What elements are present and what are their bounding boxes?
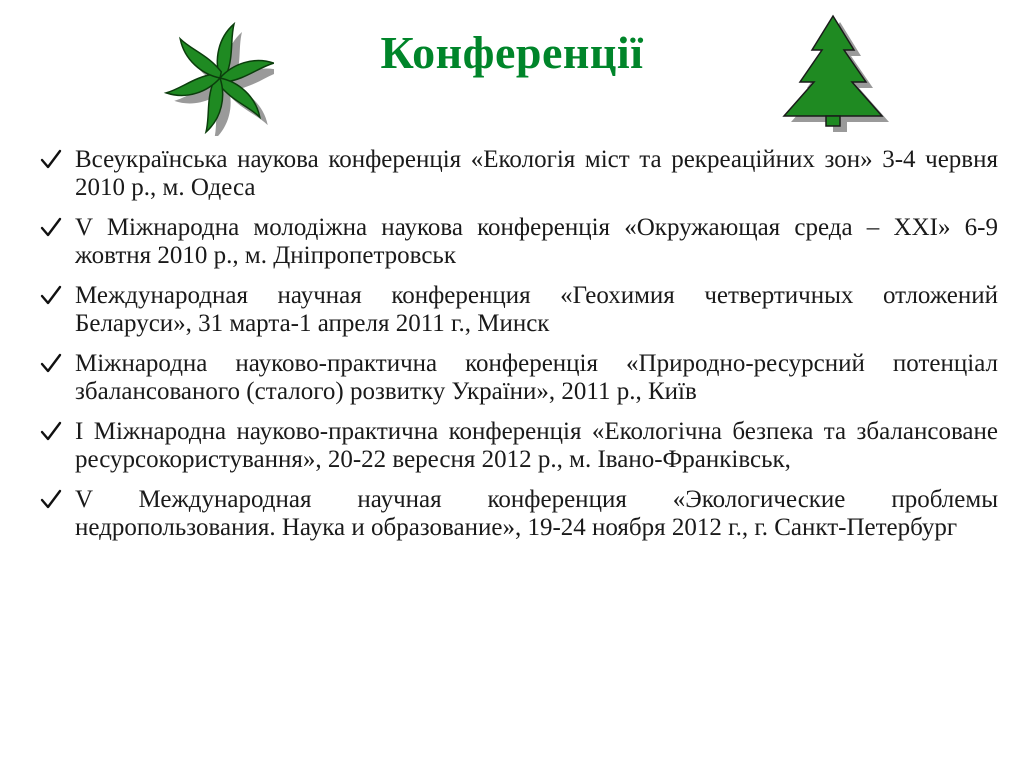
checkmark-icon xyxy=(40,488,62,510)
list-item-text: Міжнародна науково-практична конференція «Природно-ресурсний потенціал збалансованого (сталого) розвитку України», 2011 р., Київ xyxy=(75,350,998,405)
checkmark-icon xyxy=(40,420,62,442)
list-item xyxy=(40,282,998,338)
list-item xyxy=(40,146,998,202)
list-item xyxy=(40,486,998,542)
list-item xyxy=(40,214,998,270)
list-item-text: І Міжнародна науково-практична конференція «Екологічна безпека та збалансоване ресурсокористування», 20-22 вересня 2012 р., м. Івано-Франківськ, xyxy=(75,418,998,473)
list-item-text: Международная научная конференция «Геохимия четвертичных отложений Беларуси», 31 марта-1 апреля 2011 г., Минск xyxy=(75,282,998,337)
checkmark-icon xyxy=(40,216,62,238)
list-item xyxy=(40,418,998,474)
list-item-text: V Международная научная конференция «Экологические проблемы недропользования. Наука и образование», 19-24 ноября 2012 г., г. Санкт-Петербург xyxy=(75,486,998,541)
checkmark-icon xyxy=(40,352,62,374)
list-item xyxy=(40,350,998,406)
checkmark-icon xyxy=(40,148,62,170)
list-item-text: Всеукраїнська наукова конференція «Екологія міст та рекреаційних зон» 3-4 червня 2010 р., м. Одеса xyxy=(75,146,998,201)
fir-tree-icon xyxy=(778,12,898,134)
checkmark-icon xyxy=(40,284,62,306)
page-title: Конференції xyxy=(380,27,644,78)
conference-list xyxy=(40,146,998,554)
list-item-text: V Міжнародна молодіжна наукова конференція «Окружающая среда – XXI» 6-9 жовтня 2010 р., м. Дніпропетровськ xyxy=(75,214,998,269)
